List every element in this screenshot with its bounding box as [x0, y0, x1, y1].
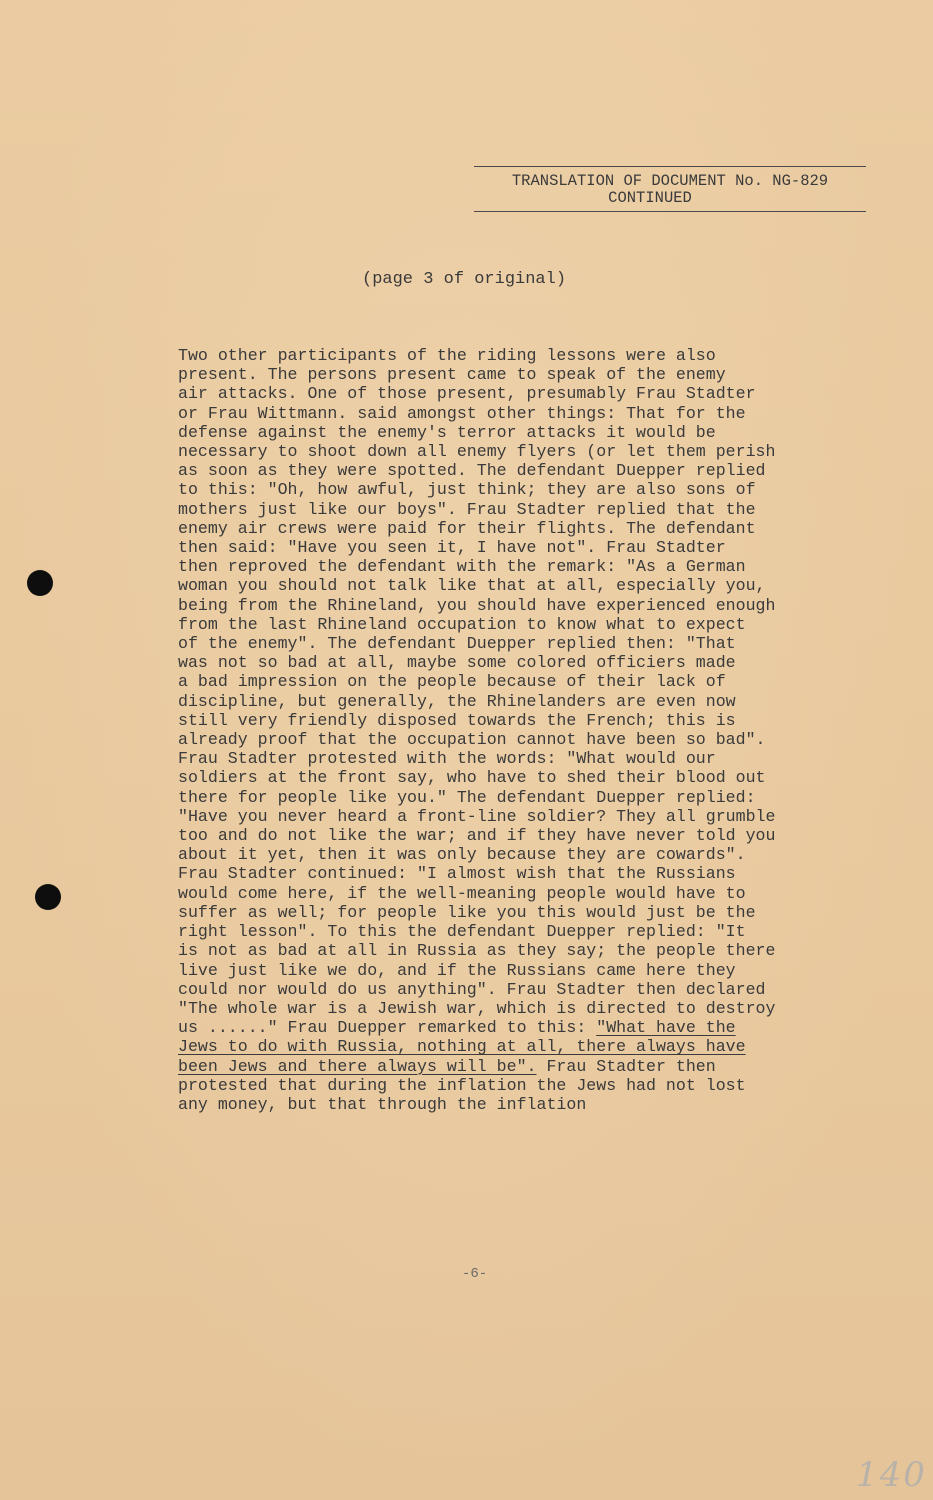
body-line: air attacks. One of those present, presumably Frau Stadter	[178, 384, 756, 404]
underlined-quote-start: "What have the	[596, 1018, 736, 1038]
body-line: then said: "Have you seen it, I have not". Frau Stadter	[178, 538, 726, 558]
body-line: right lesson". To this the defendant Duepper replied: "It	[178, 922, 746, 942]
body-line: already proof that the occupation cannot have been so bad".	[178, 730, 766, 750]
body-line: a bad impression on the people because of their lack of	[178, 672, 726, 692]
body-line: still very friendly disposed towards the French; this is	[178, 710, 736, 730]
body-line: would come here, if the well-meaning people would have to	[178, 883, 746, 903]
document-header	[474, 166, 866, 212]
body-line-mixed	[178, 1057, 878, 1076]
body-line: was not so bad at all, maybe some colored officiers made	[178, 653, 736, 673]
body-line: there for people like you." The defendant Duepper replied:	[178, 787, 756, 807]
underlined-quote-middle: Jews to do with Russia, nothing at all, there always have	[178, 1037, 746, 1057]
body-line: to this: "Oh, how awful, just think; they are also sons of	[178, 480, 756, 500]
body-text	[178, 346, 878, 1114]
body-line: too and do not like the war; and if they have never told you	[178, 826, 776, 846]
body-line: being from the Rhineland, you should have experienced enough	[178, 595, 776, 615]
punch-hole-icon	[35, 884, 61, 910]
body-line: "Have you never heard a front-line soldier? They all grumble	[178, 806, 776, 826]
body-line: enemy air crews were paid for their flights. The defendant	[178, 518, 756, 538]
body-line: about it yet, then it was only because they are cowards".	[178, 845, 746, 865]
body-line: present. The persons present came to speak of the enemy	[178, 365, 726, 385]
body-line: suffer as well; for people like you this would just be the	[178, 902, 756, 922]
underlined-quote-end: been Jews and there always will be".	[178, 1056, 537, 1076]
body-line: defense against the enemy's terror attacks it would be	[178, 422, 716, 442]
body-line: protested that during the inflation the Jews had not lost	[178, 1075, 746, 1095]
body-line-trail: Frau Stadter then	[536, 1056, 716, 1076]
body-line: necessary to shoot down all enemy flyers (or let them perish	[178, 442, 776, 462]
body-line: of the enemy". The defendant Duepper replied then: "That	[178, 634, 736, 654]
body-line-mixed	[178, 1018, 878, 1037]
body-line: Frau Stadter continued: "I almost wish that the Russians	[178, 864, 736, 884]
body-line-underlined	[178, 1037, 878, 1056]
body-line-lead: us ......" Frau Duepper remarked to this:	[178, 1018, 597, 1038]
body-line: could nor would do us anything". Frau Stadter then declared	[178, 979, 766, 999]
body-line: from the last Rhineland occupation to know what to expect	[178, 614, 746, 634]
punch-hole-icon	[27, 570, 53, 596]
header-continued: CONTINUED	[608, 189, 692, 207]
body-line: "The whole war is a Jewish war, which is directed to destroy	[178, 998, 776, 1018]
body-line: mothers just like our boys". Frau Stadter replied that the	[178, 499, 756, 519]
footer-page-number: -6-	[462, 1266, 488, 1282]
body-line: discipline, but generally, the Rhinelanders are even now	[178, 691, 736, 711]
body-line: soldiers at the front say, who have to shed their blood out	[178, 768, 766, 788]
body-line: is not as bad at all in Russia as they say; the people there	[178, 941, 776, 961]
body-line: Frau Stadter protested with the words: "What would our	[178, 749, 716, 769]
body-line: then reproved the defendant with the remark: "As a German	[178, 557, 746, 577]
header-title: TRANSLATION OF DOCUMENT No. NG-829	[511, 172, 829, 190]
handwritten-page-stamp: 140	[856, 1455, 927, 1495]
body-line: any money, but that through the inflation	[178, 1094, 587, 1114]
body-line: woman you should not talk like that at all, especially you,	[178, 576, 766, 596]
body-line: Two other participants of the riding lessons were also	[178, 346, 716, 365]
page-reference: (page 3 of original)	[362, 270, 567, 289]
body-line: live just like we do, and if the Russians came here they	[178, 960, 736, 980]
body-line: as soon as they were spotted. The defendant Duepper replied	[178, 461, 766, 481]
body-line: or Frau Wittmann. said amongst other things: That for the	[178, 403, 746, 423]
